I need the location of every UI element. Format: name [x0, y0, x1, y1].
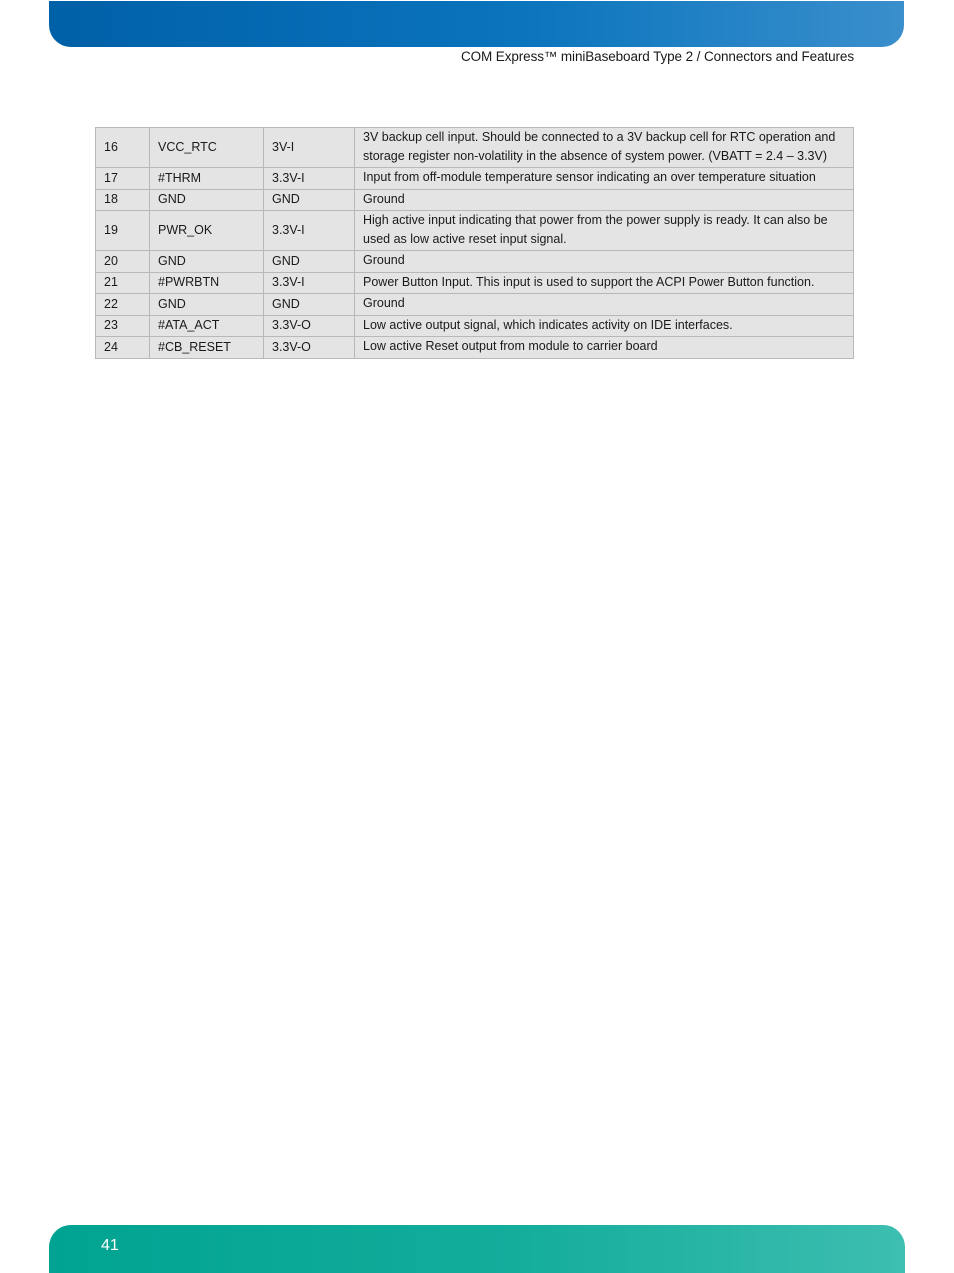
signal-type: GND [264, 251, 355, 273]
pin-number: 19 [96, 211, 150, 251]
signal-type: GND [264, 294, 355, 316]
page-number: 41 [101, 1237, 119, 1254]
pin-number: 21 [96, 272, 150, 294]
pin-number: 18 [96, 189, 150, 211]
signal-name: #ATA_ACT [150, 315, 264, 337]
table-row [96, 251, 854, 273]
signal-description: Ground [355, 189, 854, 211]
table-row [96, 294, 854, 316]
signal-name: GND [150, 251, 264, 273]
signal-type: GND [264, 189, 355, 211]
table-row [96, 337, 854, 359]
table-row [96, 211, 854, 251]
pin-number: 20 [96, 251, 150, 273]
signal-description: Ground [355, 294, 854, 316]
signal-type: 3V-I [264, 128, 355, 168]
table-row [96, 272, 854, 294]
table-row [96, 168, 854, 190]
signal-type: 3.3V-O [264, 337, 355, 359]
signal-name: VCC_RTC [150, 128, 264, 168]
pin-assignment-table [95, 127, 854, 359]
table-row [96, 189, 854, 211]
table-row [96, 315, 854, 337]
signal-name: PWR_OK [150, 211, 264, 251]
pin-number: 22 [96, 294, 150, 316]
document-title: COM Express™ miniBaseboard Type 2 / Connectors and Features [460, 49, 854, 64]
footer-banner [49, 1225, 905, 1273]
signal-type: 3.3V-I [264, 272, 355, 294]
signal-type: 3.3V-I [264, 168, 355, 190]
signal-name: #PWRBTN [150, 272, 264, 294]
signal-description: Low active output signal, which indicates activity on IDE interfaces. [355, 315, 854, 337]
pin-number: 17 [96, 168, 150, 190]
pin-number: 16 [96, 128, 150, 168]
signal-description: Low active Reset output from module to carrier board [355, 337, 854, 359]
signal-name: #CB_RESET [150, 337, 264, 359]
signal-type: 3.3V-I [264, 211, 355, 251]
signal-type: 3.3V-O [264, 315, 355, 337]
signal-description: Ground [355, 251, 854, 273]
signal-description: Input from off-module temperature sensor indicating an over temperature situation [355, 168, 854, 190]
signal-description: Power Button Input. This input is used to support the ACPI Power Button function. [355, 272, 854, 294]
signal-description: High active input indicating that power from the power supply is ready. It can also be used as low active reset input signal. [355, 211, 854, 251]
pin-number: 23 [96, 315, 150, 337]
table-row [96, 128, 854, 168]
signal-name: GND [150, 294, 264, 316]
header-banner [49, 1, 904, 47]
signal-name: #THRM [150, 168, 264, 190]
signal-name: GND [150, 189, 264, 211]
signal-description: 3V backup cell input. Should be connected to a 3V backup cell for RTC operation and storage register non-volatility in the absence of system power. (VBATT = 2.4 – 3.3V) [355, 128, 854, 168]
pin-number: 24 [96, 337, 150, 359]
